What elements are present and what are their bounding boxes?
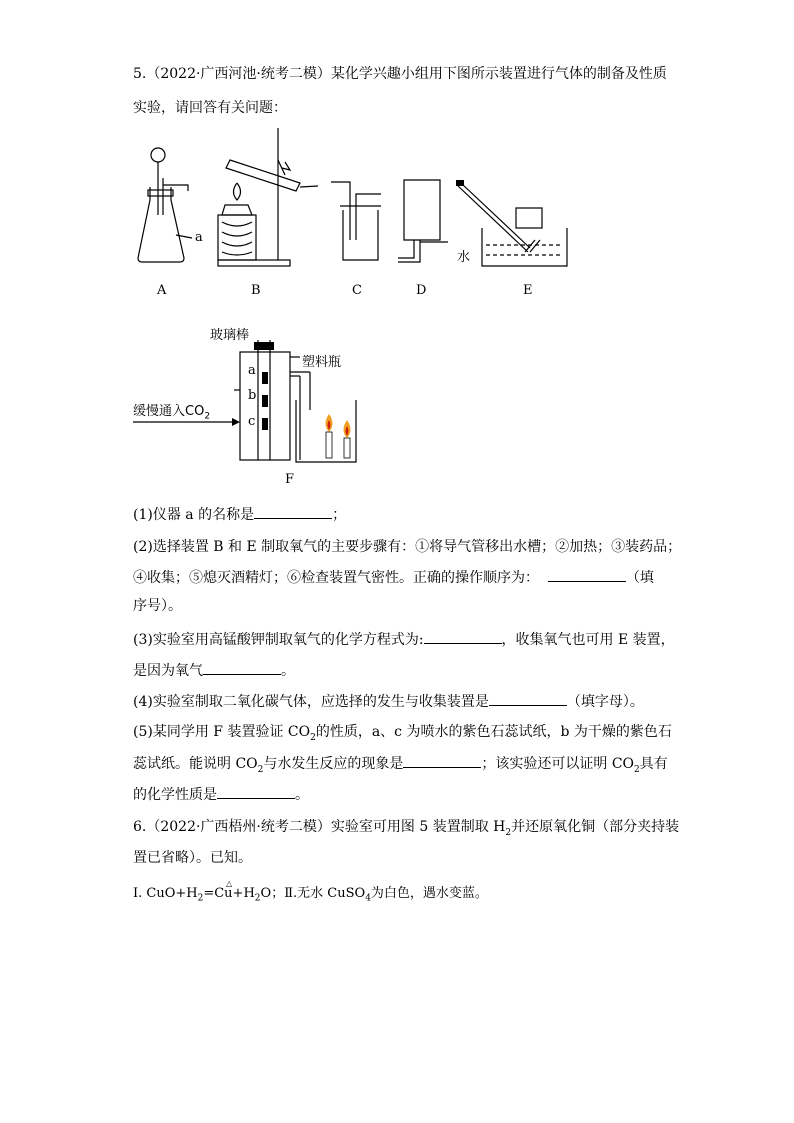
answer-blank-7[interactable] [217,784,295,799]
fig-label-c: C [352,283,362,298]
q5-part5-line2: 蕊试纸。能说明 $CO_2$与水发生反应的现象是 ；该实验还可以证明 $CO_2$具有 [133,753,668,774]
q5-part2-line2: ④收集；⑤熄灭酒精灯；⑥检查装置气密性。正确的操作顺序为： （填 [133,567,654,588]
instrument-a-label: a [195,230,203,245]
q6-line2: 置已省略）。已知。 [133,850,252,866]
inlet-label: 缓慢通入$CO_2$ [133,404,211,422]
paper-a-label: a [248,363,256,378]
water-label: 水 [457,250,471,265]
q5-part3-line2: 是因为氧气 。 [133,660,295,681]
paper-b-label: b [248,388,257,403]
delta-symbol: △ [225,879,233,888]
paper-c-label: c [248,414,256,429]
fig-label-a: A [157,283,167,298]
answer-blank-6[interactable] [403,753,481,768]
glass-rod-label: 玻璃棒 [210,328,250,343]
apparatus-figure-f [0,300,794,500]
answer-blank-1[interactable] [254,504,332,519]
fig-label-d: D [416,283,427,298]
q6-line3: Ⅰ. $CuO+H_2$ △ $=Cu+H_2O$；Ⅱ.无水 CuSO$_4$为白色，遇水变蓝。 [133,884,488,904]
answer-blank-5[interactable] [489,691,567,706]
q5-part1: (1)仪器 a 的名称是 ； [133,504,346,525]
fig-label-f: F [285,472,295,487]
answer-blank-2[interactable] [548,567,626,582]
q6-line1: 6.（2022·广西梧州·统考二模）实验室可用图 5 装置制取 $H_2$并还原氧化铜（部分夹持装 [133,819,680,838]
apparatus-figure-a-e [0,0,794,300]
q5-part3-line1: (3)实验室用高锰酸钾制取氧气的化学方程式为: ，收集氧气也可用 E 装置， [133,629,675,650]
q5-header: 5.（2022·广西河池·统考二模）某化学兴趣小组用下图所示装置进行气体的制备及性质 [133,66,667,82]
fig-label-b: B [251,283,261,298]
plastic-bottle-label: 塑料瓶 [302,355,342,370]
q5-part2-line1: (2)选择装置 B 和 E 制取氧气的主要步骤有：①将导气管移出水槽；②加热；③装药品； [133,539,682,555]
q5-part5-line3: 的化学性质是 。 [133,784,309,805]
q5-part4: (4)实验室制取二氧化碳气体，应选择的发生与收集装置是 （填字母）。 [133,691,644,712]
q5-part5-line1: (5)某同学用 F 装置验证 $CO_2$的性质，a、c 为喷水的紫色石蕊试纸，b 为干燥的紫色石 [133,724,672,743]
answer-blank-3[interactable] [424,629,502,644]
q5-part2-line3: 序号）。 [133,598,182,614]
answer-blank-4[interactable] [203,660,281,675]
fig-label-e: E [523,283,533,298]
q5-header-2: 实验，请回答有关问题： [133,100,287,116]
